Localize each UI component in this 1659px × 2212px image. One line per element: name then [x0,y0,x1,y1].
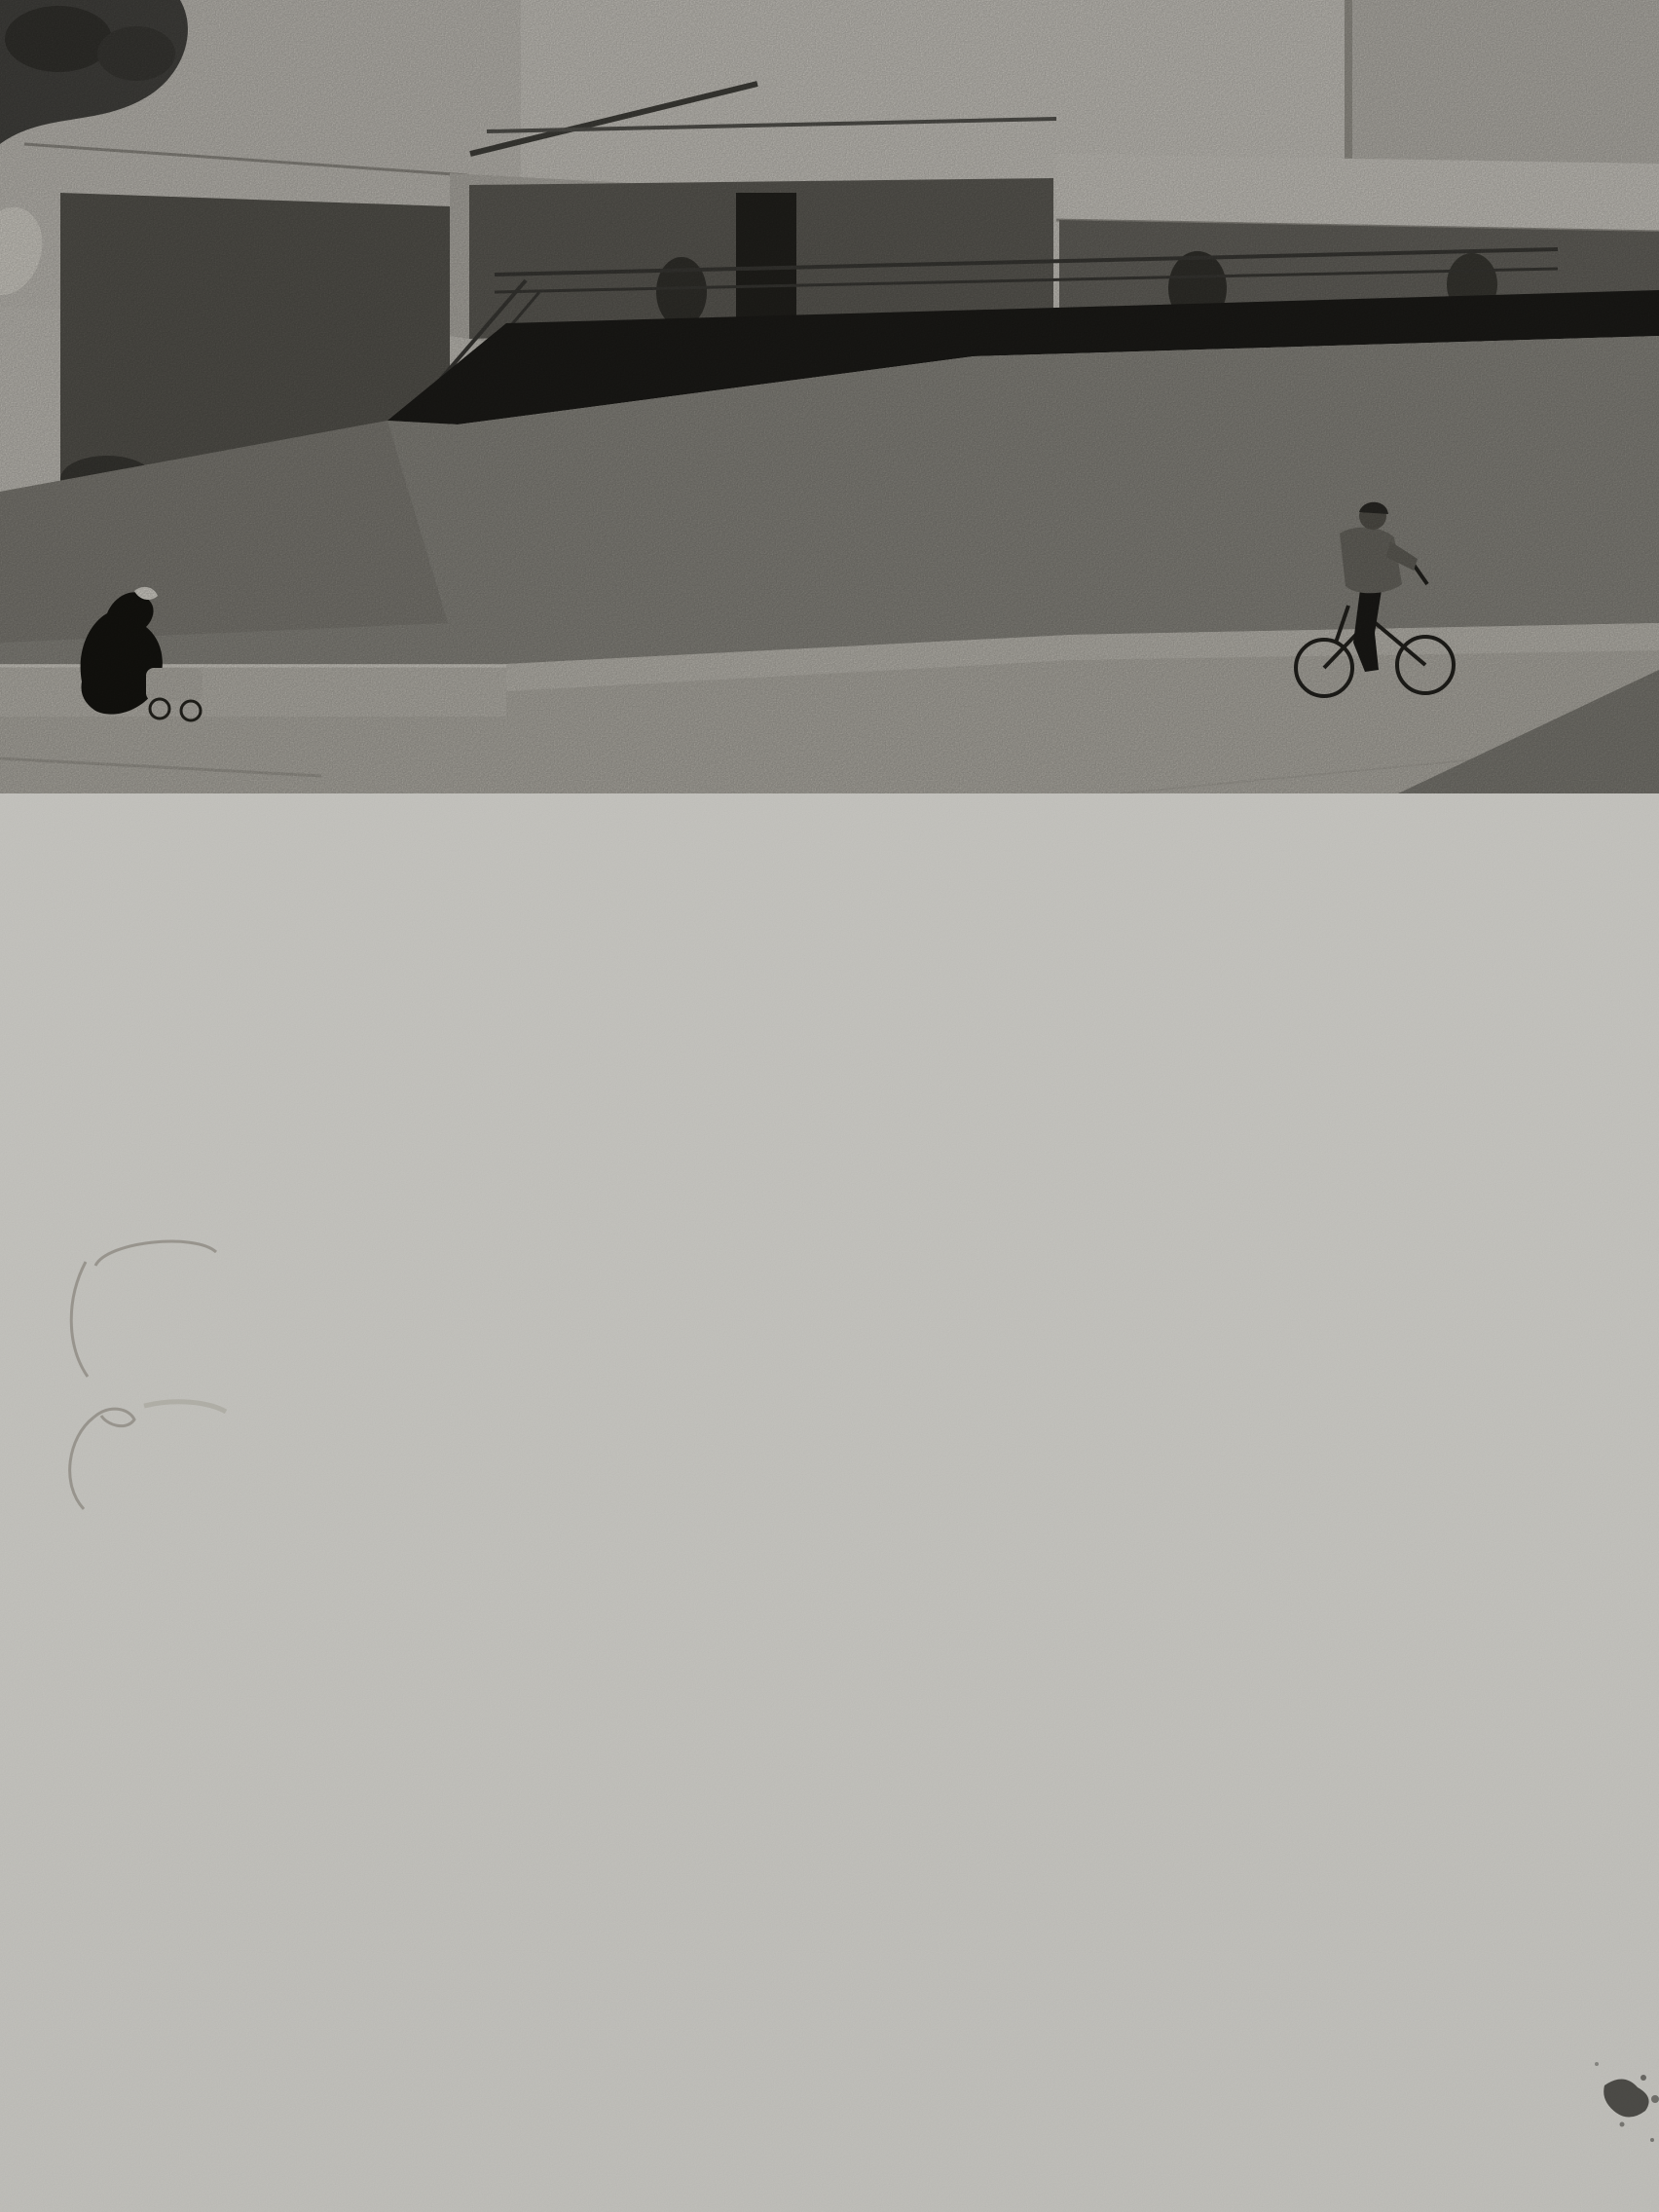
pencil-mark [70,1418,93,1509]
pencil-mark [71,1262,88,1377]
pencil-mark [95,1241,216,1266]
ink-smudge [1595,2062,1659,2142]
pencil-mark [93,1409,134,1426]
margin-notes [1164,0,1571,2212]
pencil-smudge [144,1402,226,1412]
